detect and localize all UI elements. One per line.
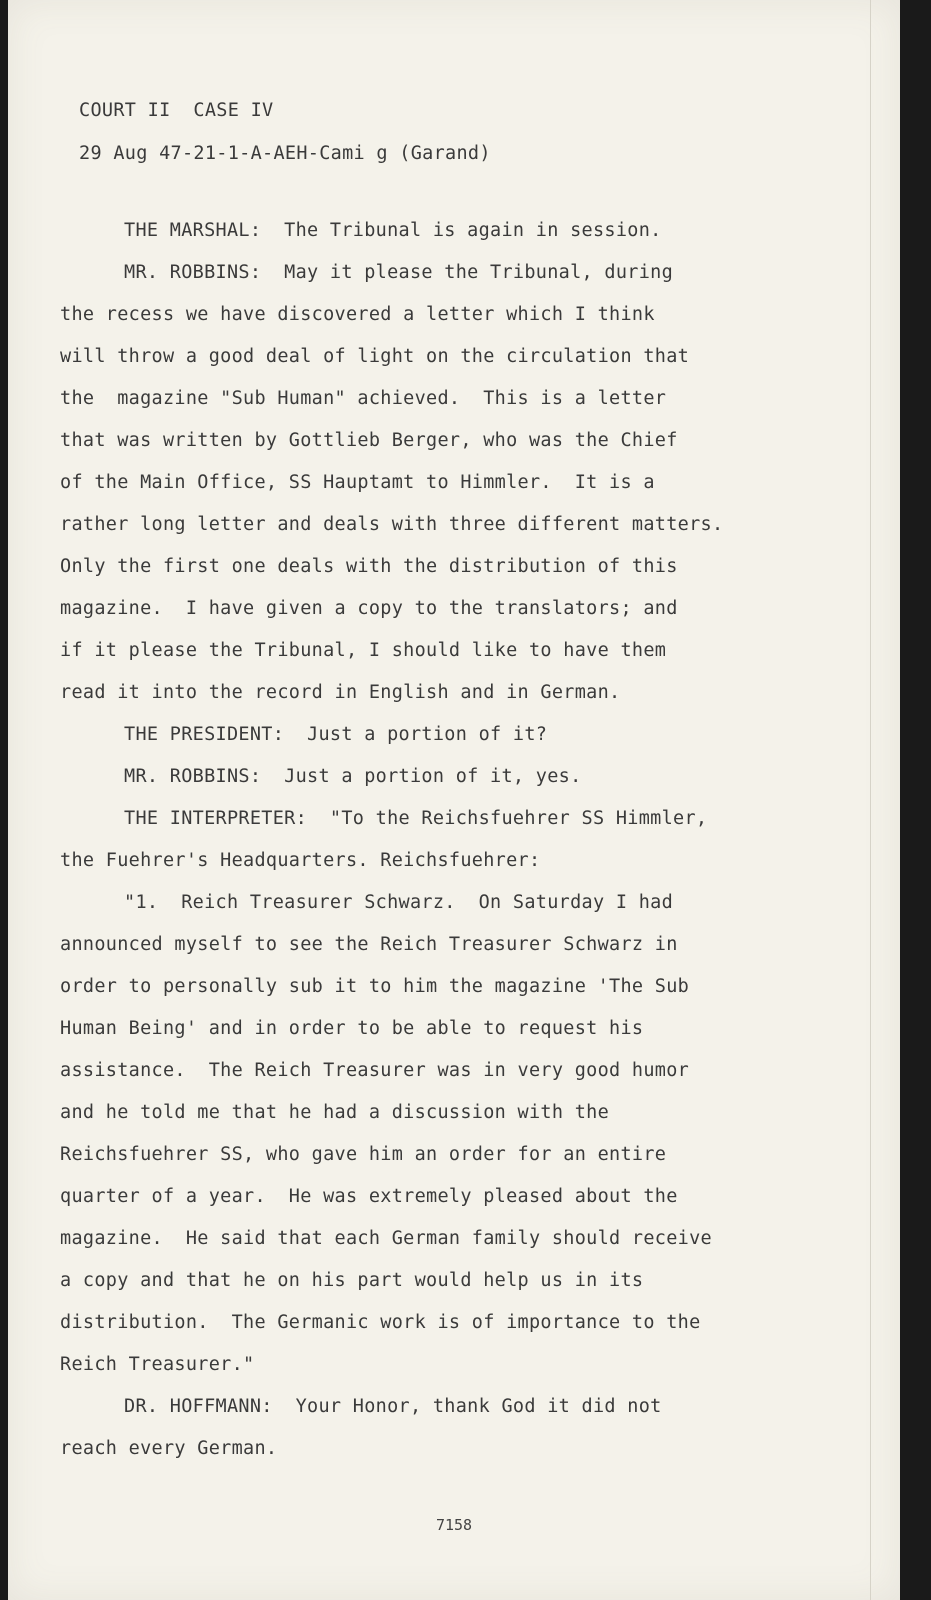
- transcript-line: of the Main Office, SS Hauptamt to Himmler. It is a: [60, 472, 655, 493]
- transcript-line: will throw a good deal of light on the circulation that: [60, 346, 690, 367]
- transcript-line: THE MARSHAL: The Tribunal is again in session.: [124, 220, 662, 241]
- transcript-reference: 29 Aug 47-21-1-A-AEH-Cami g (Garand): [79, 143, 491, 164]
- transcript-line: MR. ROBBINS: Just a portion of it, yes.: [124, 766, 582, 787]
- transcript-line: magazine. I have given a copy to the translators; and: [60, 598, 678, 619]
- transcript-line: MR. ROBBINS: May it please the Tribunal, during: [124, 262, 674, 283]
- court-case-header: COURT II CASE IV: [79, 100, 274, 121]
- transcript-line: DR. HOFFMANN: Your Honor, thank God it did not: [124, 1396, 662, 1417]
- transcript-line: rather long letter and deals with three different matters.: [60, 514, 724, 535]
- transcript-line: magazine. He said that each German family should receive: [60, 1228, 712, 1249]
- transcript-line: THE INTERPRETER: "To the Reichsfuehrer SS Himmler,: [124, 808, 708, 829]
- transcript-line: the Fuehrer's Headquarters. Reichsfuehrer:: [60, 850, 541, 871]
- transcript-line: "1. Reich Treasurer Schwarz. On Saturday I had: [124, 892, 674, 913]
- transcript-line: the recess we have discovered a letter which I think: [60, 304, 655, 325]
- transcript-line: a copy and that he on his part would help us in its: [60, 1270, 644, 1291]
- transcript-line: order to personally sub it to him the magazine 'The Sub: [60, 976, 690, 997]
- transcript-line: read it into the record in English and in German.: [60, 682, 621, 703]
- transcript-line: and he told me that he had a discussion with the: [60, 1102, 610, 1123]
- transcript-line: reach every German.: [60, 1438, 278, 1459]
- transcript-line: distribution. The Germanic work is of importance to the: [60, 1312, 701, 1333]
- transcript-line: quarter of a year. He was extremely pleased about the: [60, 1186, 678, 1207]
- transcript-line: Reichsfuehrer SS, who gave him an order for an entire: [60, 1144, 667, 1165]
- transcript-line: Reich Treasurer.": [60, 1354, 255, 1375]
- transcript-line: assistance. The Reich Treasurer was in very good humor: [60, 1060, 690, 1081]
- page-number: 7158: [435, 1516, 473, 1534]
- transcript-line: THE PRESIDENT: Just a portion of it?: [124, 724, 548, 745]
- document-page: [8, 0, 900, 1600]
- page-edge-line: [870, 0, 871, 1600]
- transcript-line: the magazine "Sub Human" achieved. This is a letter: [60, 388, 667, 409]
- transcript-line: announced myself to see the Reich Treasurer Schwarz in: [60, 934, 678, 955]
- transcript-line: if it please the Tribunal, I should like to have them: [60, 640, 667, 661]
- transcript-line: that was written by Gottlieb Berger, who was the Chief: [60, 430, 678, 451]
- transcript-line: Only the first one deals with the distribution of this: [60, 556, 678, 577]
- transcript-line: Human Being' and in order to be able to request his: [60, 1018, 644, 1039]
